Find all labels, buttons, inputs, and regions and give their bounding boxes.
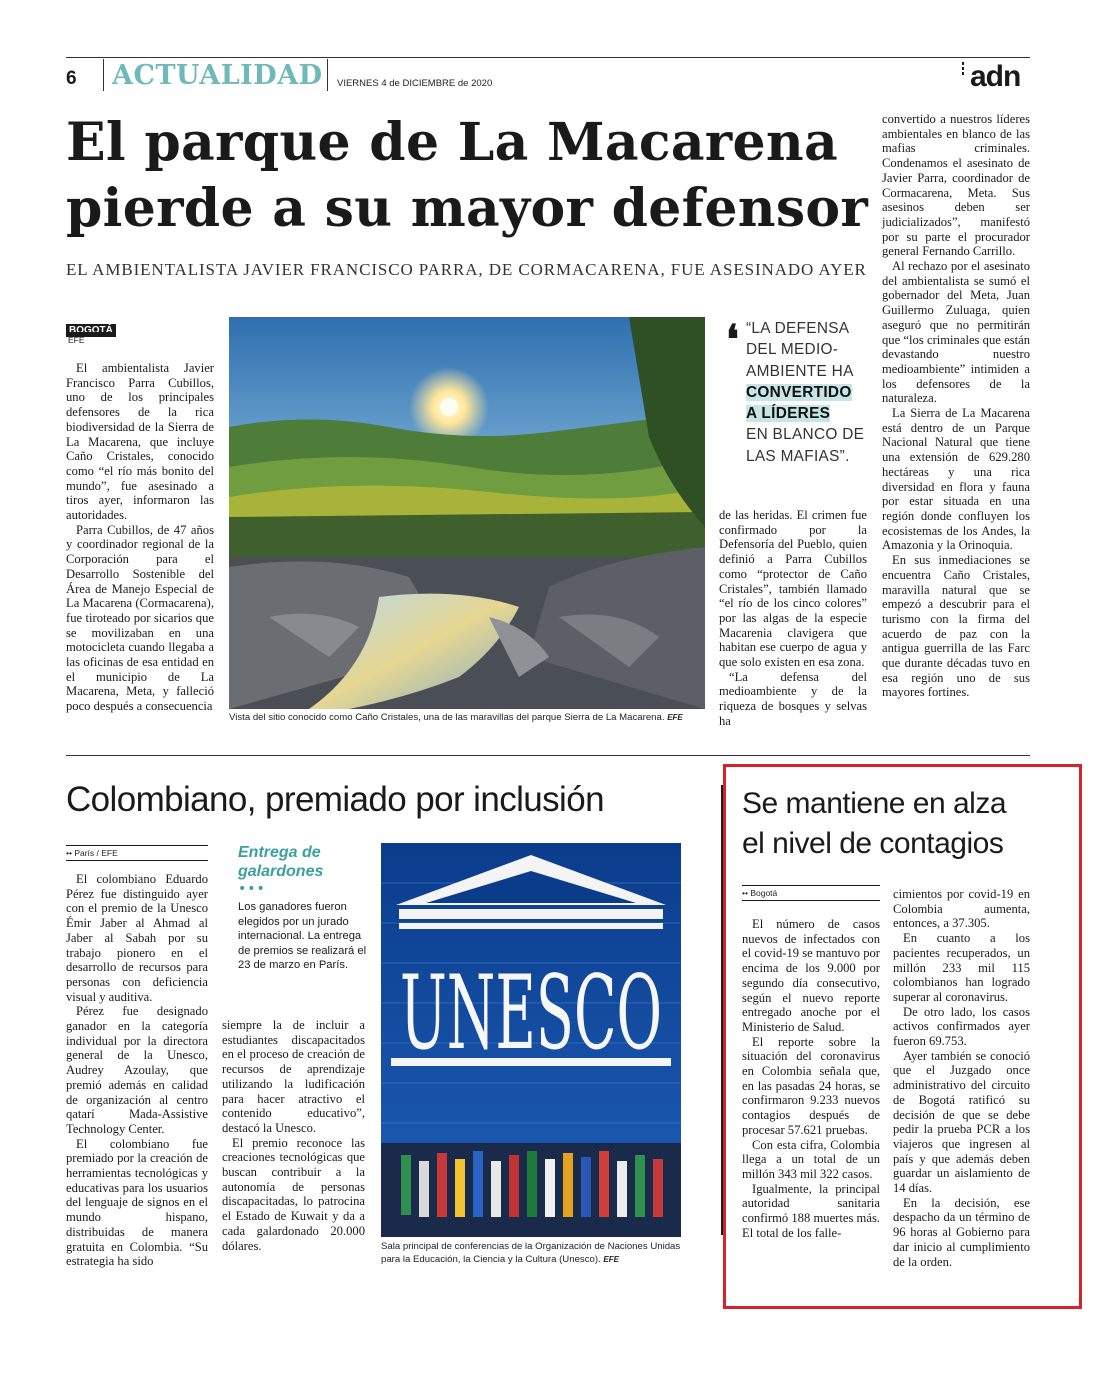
dateline-rule: [742, 900, 880, 901]
photo-caption: Sala principal de conferencias de la Organización de Naciones Unidas para la Educación, la Ciencia y la Cultura (Unesco). EFE: [381, 1241, 681, 1265]
story3-column-1: El número de casos nuevos de infectados con el covid-19 se mantuvo por encima de los 9.000 por segundo día consecutivo, según el nuevo reporte entregado anoche por el Ministerio de Salud. El reporte sobre la situación del coronavirus en Colombia señala que, en las pasadas 24 horas, se confirmaron 9.233 nuevos contagios después de procesar 57.621 pruebas. Con esta cifra, Colombia llega a un total de un millón 343 mil 322 casos. Igualmente, la principal autoridad sanitaria confirmó 188 muertes más. El total de los falle-: [742, 917, 880, 1240]
story3-headline: Se mantiene en alza el nivel de contagios: [742, 787, 1007, 860]
story1-column-1: El ambientalista Javier Francisco Parra Cubillos, uno de los principales defensores de la rica biodiversidad de la Sierra de La Macarena, que incluye Caño Cristales, conocido como “el río más bonito del mundo”, fue asesinado a tiros ayer, informaron las autoridades. Parra Cubillos, de 47 años y coordinador regional de la Corporación para el Desarrollo Sostenible del Área de Manejo Especial de La Macarena (Cormacarena), fue tiroteado por sicarios que se movilizaban en una motocicleta cuando llegaba a las oficinas de esa entidad en el municipio de La Macarena, Meta, y falleció poco después a consecuencia: [66, 361, 214, 714]
story2-column-2: siempre la de incluir a estudiantes discapacitados en el proceso de creación de recursos de aprendizaje utilizando la ludificación para hacer atractivo el contenido educativo”, destacó la Unesco. El premio reconoce las creaciones tecnológicas que buscan contribuir a la autonomía de personas discapacitadas, lo patrocina el Estado de Kuwait y da a cada galardonado 20.000 dólares.: [222, 1018, 365, 1253]
cano-cristales-photo: [229, 317, 705, 709]
section-divider: [66, 755, 1030, 756]
header-separator: [327, 59, 328, 91]
sidebar-title: Entrega de galardones: [238, 844, 324, 880]
dateline-bogota: BOGOTÁ: [66, 318, 116, 337]
story2-column-1: El colombiano Eduardo Pérez fue distinguido ayer con el premio de la Unesco Émir Jaber al Ahmad al Jaber al Sabah por su trabajo pionero en el desarrollo de recursos para personas con deficiencia visual y auditiva. Pérez fue designado ganador en la categoría individual por la directora general de la Unesco, Audrey Azoulay, que premió además en calidad de organización al centro qatarí Mada-Assistive Technology Center. El colombiano fue premiado por la creación de herramientas tecnológicas y educativas para los usuarios del lenguaje de signos en el mundo hispano, distribuidas de manera gratuita en Colombia. “Su estrategia ha sido: [66, 872, 208, 1269]
page-number: 6: [66, 68, 77, 89]
quote-mark-icon: ❛: [726, 316, 739, 363]
header-separator: [103, 59, 104, 91]
unesco-lettering: UNESCO: [400, 954, 662, 1073]
story1-column-4: convertido a nuestros líderes ambientales en blanco de las mafias criminales. Condenamos el asesinato de Javier Parra, coordinador de Cormacarena, Meta. Sus asesinos deben ser judicializados”, manifestó por su parte el procurador general Fernando Carrillo. Al rechazo por el asesinato del ambientalista se sumó el gobernador del Meta, Juan Guillermo Zuluaga, quien aseguró que no permitirán que “los criminales que están devastando nuestro medioambiente” intimiden a los defensores de la naturaleza. La Sierra de La Macarena está dentro de un Parque Nacional Natural que tiene una extensión de 629.280 hectáreas y una rica diversidad en flora y fauna por estar situada en una región donde confluyen los ecosistemas de los Andes, la Amazonia y la Orinoquia. En sus inmediaciones se encuentra Caño Cristales, maravilla natural que se empezó a descubrir para el turismo con la firma del acuerdo de paz con la antigua guerrilla de las Farc que durante décadas tuvo en esa región uno de sus mayores fortines.: [882, 112, 1030, 700]
dateline-rule: [66, 860, 208, 861]
sidebar-text: Los ganadores fueron elegidos por un jurado internacional. La entrega de premios se realizará el 23 de marzo en París.: [238, 901, 367, 972]
header-rule: [66, 57, 1030, 58]
adn-logo: [962, 58, 1032, 92]
story3-column-2: cimientos por covid-19 en Colombia aumenta, entonces, a 37.305. En cuanto a los pacientes recuperados, un millón 233 mil 115 colombianos han logrado superar al coronavirus. De otro lado, los casos activos confirmados ayer fueron 69.753. Ayer también se conoció que el Juzgado once administrativo del circuito de Bogotá ratificó su decisión de que se debe pedir la prueba PCR a los viajeros que ingresen al país y que además deben guardar un aislamiento de 14 días. En la decisión, ese despacho da un término de 96 horas al Gobierno para dar inicio al cumplimiento de la orden.: [893, 887, 1030, 1269]
story2-headline: Colombiano, premiado por inclusión: [66, 780, 604, 819]
sidebar-dots: •••: [238, 881, 266, 897]
main-headline: El parque de La Macarena pierde a su mayor defensor: [66, 112, 869, 239]
unesco-photo: [381, 843, 681, 1237]
main-subheadline: EL AMBIENTALISTA JAVIER FRANCISCO PARRA, DE CORMACARENA, FUE ASESINADO AYER: [66, 260, 867, 279]
story2-dateline: •• París / EFE: [66, 848, 118, 858]
dateline-rule: [742, 885, 880, 886]
photo-caption: Vista del sitio conocido como Caño Cristales, una de las maravillas del parque Sierra de La Macarena. EFE: [229, 712, 683, 723]
story3-dateline: •• Bogotá: [742, 888, 778, 898]
issue-date: VIERNES 4 de DICIEMBRE de 2020: [337, 78, 493, 89]
pull-quote: “LA DEFENSA DEL MEDIO-AMBIENTE HA CONVERTIDO A LÍDERES EN BLANCO DE LAS MAFIAS”.: [746, 320, 865, 465]
dateline-rule: [66, 332, 116, 333]
story1-column-3: de las heridas. El crimen fue confirmado por la Defensoría del Pueblo, quien definió a Parra Cubillos como “protector de Caño Cristales”, también llamado “el río de los cinco colores” por las algas de la especie Macarenia clavigera que habitan ese cuerpo de agua y que solo existen en esa zona. “La defensa del medioambiente y de la riqueza de bosques y selvas ha: [719, 508, 867, 728]
section-title: ACTUALIDAD: [112, 60, 323, 91]
dateline-rule: [66, 845, 208, 846]
agency-label: EFE: [68, 335, 85, 345]
logo-text: adn: [970, 60, 1021, 92]
